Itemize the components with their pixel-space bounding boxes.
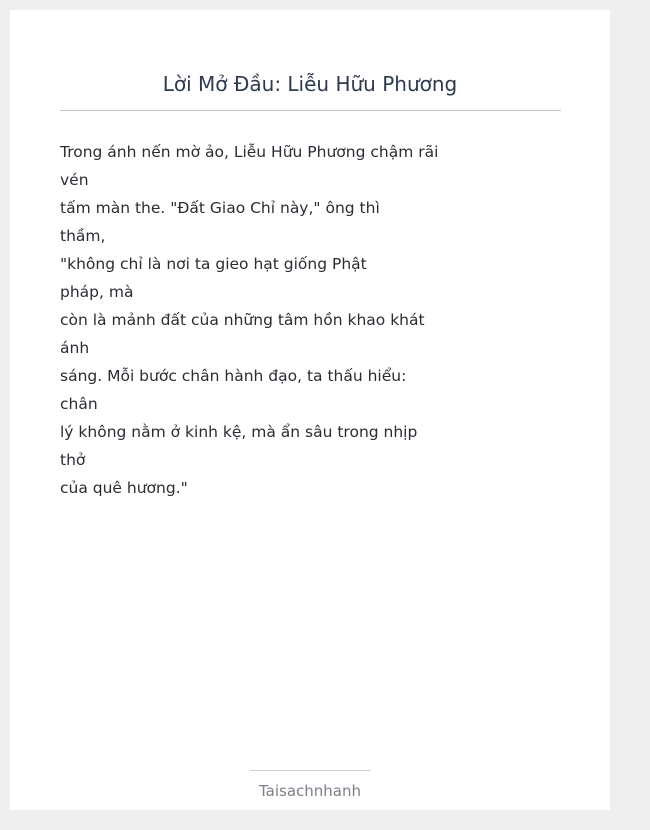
- body-line: tấm màn the. "Đất Giao Chỉ này," ông thì: [60, 199, 380, 217]
- footer-brand: Taisachnhanh: [258, 782, 362, 800]
- body-paragraph: [60, 138, 439, 502]
- body-line: thở: [60, 451, 86, 469]
- body-line: thầm,: [60, 227, 106, 245]
- body-line: còn là mảnh đất của những tâm hồn khao khát: [60, 311, 425, 329]
- body-line: vén: [60, 171, 89, 189]
- page-title: Lời Mở Đầu: Liễu Hữu Phương: [162, 72, 458, 96]
- body-line: chân: [60, 395, 98, 413]
- footer-divider: [250, 770, 371, 771]
- title-divider: [60, 110, 561, 111]
- body-line: pháp, mà: [60, 283, 134, 301]
- document-page: [10, 10, 610, 810]
- body-line: của quê hương.": [60, 479, 188, 497]
- body-line: "không chỉ là nơi ta gieo hạt giống Phật: [60, 255, 367, 273]
- body-line: Trong ánh nến mờ ảo, Liễu Hữu Phương chậm rãi: [60, 143, 439, 161]
- body-line: ánh: [60, 339, 90, 357]
- body-line: sáng. Mỗi bước chân hành đạo, ta thấu hiểu:: [60, 367, 407, 385]
- body-line: lý không nằm ở kinh kệ, mà ẩn sâu trong nhịp: [60, 423, 418, 441]
